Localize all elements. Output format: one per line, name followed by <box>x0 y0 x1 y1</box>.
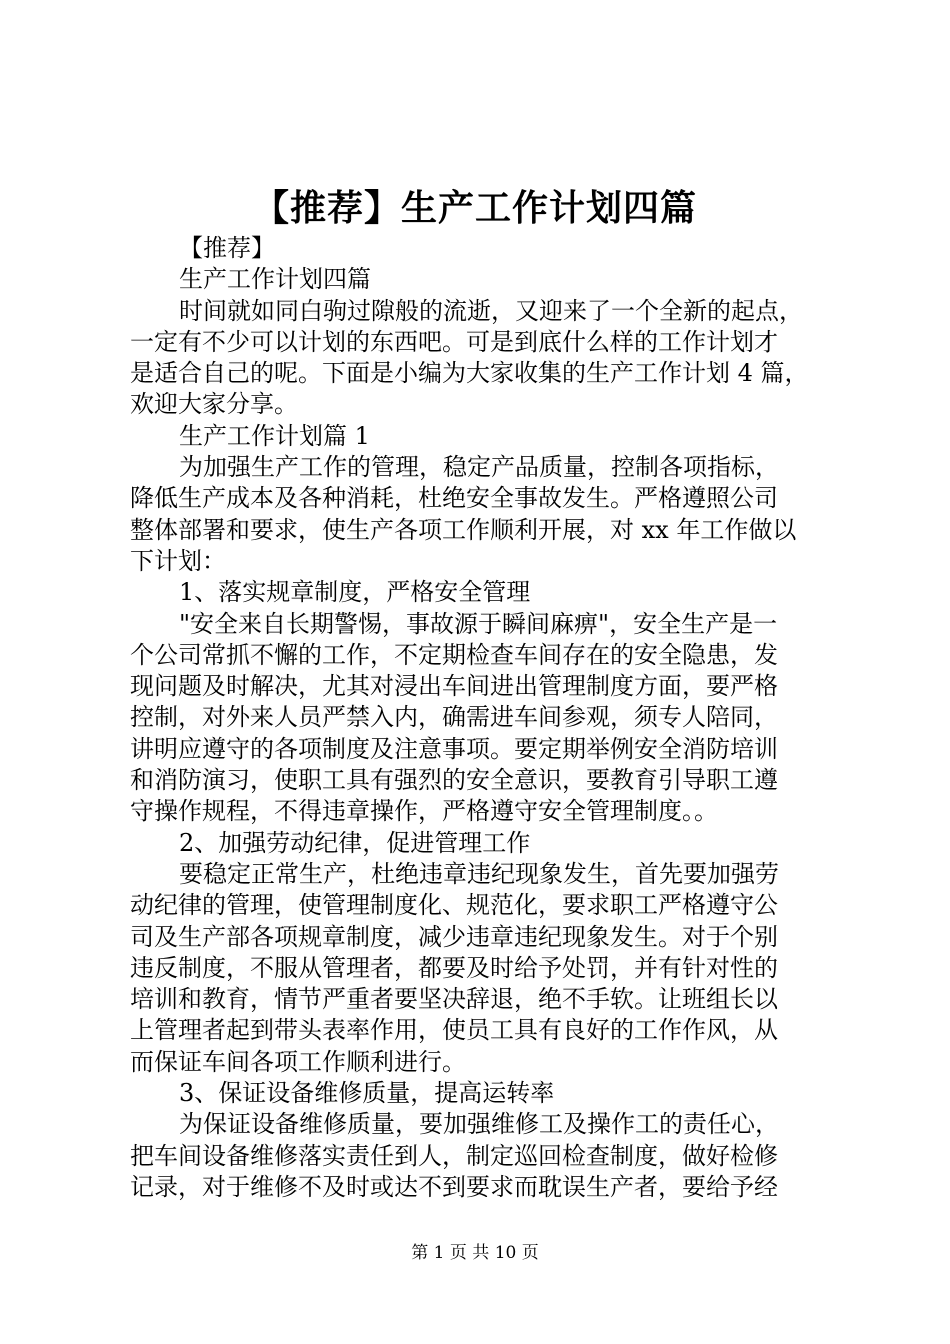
text-line: 2、加强劳动纪律，促进管理工作 <box>179 828 531 857</box>
text-line: 生产工作计划篇 1 <box>179 421 370 450</box>
text-line: 【推荐】 <box>179 234 275 262</box>
text-line: 现问题及时解决，尤其对浸出车间进出管理制度方面，要严格 <box>130 672 778 701</box>
text-line: 个公司常抓不懈的工作，不定期检查车间存在的安全隐患，发 <box>130 640 778 669</box>
text-line: 是适合自己的呢。下面是小编为大家收集的生产工作计划 4 篇， <box>130 359 809 388</box>
page-footer: 第 1 页 共 10 页 <box>411 1243 539 1263</box>
text-line: "安全来自长期警惕，事故源于瞬间麻痹"，安全生产是一 <box>179 609 778 638</box>
text-line: 整体部署和要求，使生产各项工作顺利开展，对 xx 年工作做以 <box>130 515 797 544</box>
text-line: 为加强生产工作的管理，稳定产品质量，控制各项指标， <box>179 453 779 482</box>
text-line: 要稳定正常生产，杜绝违章违纪现象发生，首先要加强劳 <box>179 859 779 888</box>
text-line: 降低生产成本及各种消耗，杜绝安全事故发生。严格遵照公司 <box>130 484 778 513</box>
text-line: 1、落实规章制度，严格安全管理 <box>179 578 531 607</box>
document-body <box>130 233 830 1203</box>
text-line: 司及生产部各项规章制度，减少违章违纪现象发生。对于个别 <box>130 922 778 951</box>
text-line: 记录，对于维修不及时或达不到要求而耽误生产者，要给予经 <box>130 1172 778 1201</box>
text-line: 把车间设备维修落实责任到人，制定巡回检查制度，做好检修 <box>130 1141 778 1170</box>
text-line: 和消防演习，使职工具有强烈的安全意识，要教育引导职工遵 <box>130 766 778 795</box>
text-line: 生产工作计划四篇 <box>179 265 371 294</box>
text-line: 讲明应遵守的各项制度及注意事项。要定期举例安全消防培训 <box>130 734 778 763</box>
text-line: 欢迎大家分享。 <box>130 390 298 419</box>
text-line: 培训和教育，情节严重者要坚决辞退，绝不手软。让班组长以 <box>130 985 778 1014</box>
text-line: 而保证车间各项工作顺利进行。 <box>130 1047 466 1076</box>
text-line: 3、保证设备维修质量，提高运转率 <box>179 1079 555 1108</box>
text-line: 下计划： <box>130 546 226 575</box>
document-title: 【推荐】生产工作计划四篇 <box>252 187 697 229</box>
text-line: 守操作规程，不得违章操作，严格遵守安全管理制度。。 <box>130 797 718 826</box>
text-line: 为保证设备维修质量，要加强维修工及操作工的责任心， <box>179 1110 779 1139</box>
text-line: 动纪律的管理，使管理制度化、规范化，要求职工严格遵守公 <box>130 891 778 920</box>
text-line: 违反制度，不服从管理者，都要及时给予处罚，并有针对性的 <box>130 953 778 982</box>
text-line: 控制，对外来人员严禁入内，确需进车间参观，须专人陪同， <box>130 703 778 732</box>
text-line: 上管理者起到带头表率作用，使员工具有良好的工作作风，从 <box>130 1016 778 1045</box>
text-line: 一定有不少可以计划的东西吧。可是到底什么样的工作计划才 <box>130 327 778 356</box>
text-line: 时间就如同白驹过隙般的流逝，又迎来了一个全新的起点， <box>179 296 803 325</box>
